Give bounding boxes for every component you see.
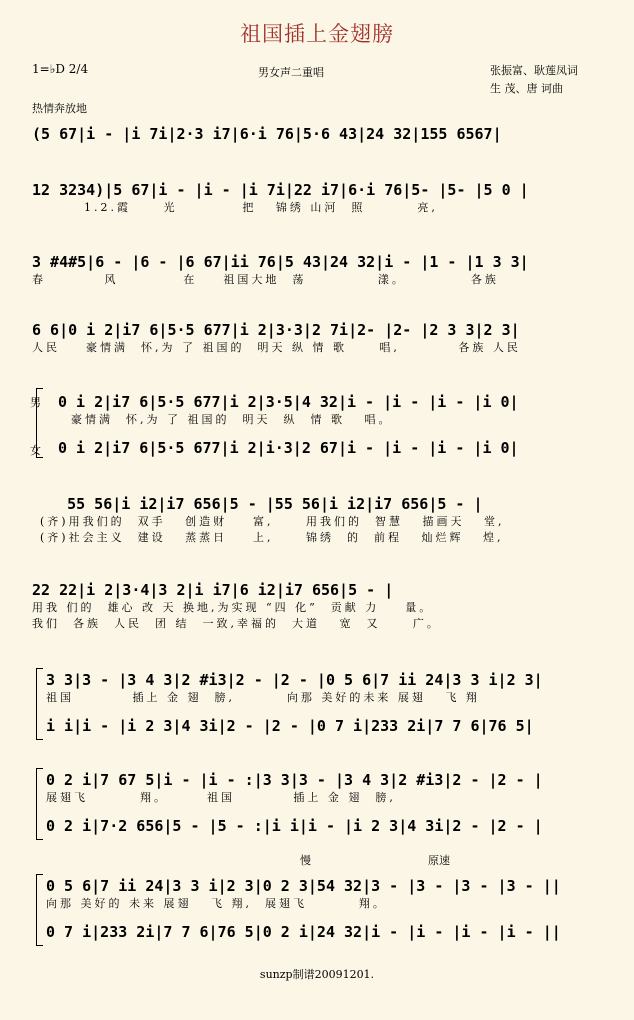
lyric-line: (齐)用我们的 双手 创造财 富, 用我们的 智慧 描画天 堂, — [40, 515, 505, 528]
system-8-lower — [46, 716, 592, 736]
lyric-line: (齐)社会主义 建设 蒸蒸日 上, 锦绣 的 前程 灿烂辉 煌, — [40, 531, 504, 544]
lyric-line: 我们 各族 人民 团 结 一致,幸福的 大道 宽 又 广。 — [32, 617, 441, 630]
lyric-line: 向那 美好的 未来 展翅 飞 翔, 展翅飞 翔。 — [46, 897, 387, 910]
lyric-line: 豪情满 怀,为 了 祖国的 明天 纵 情 歌 唱。 — [58, 413, 393, 426]
notation-line: 22 22|i 2|3·4|3 2|i i7|6 i2|i7 656|5 - | — [32, 581, 394, 599]
system-9-lower — [46, 816, 592, 836]
notation-line: 6 6|0 i 2|i7 6|5·5 677|i 2|3·3|2 7i|2- |2- |2 3 3|2 3| — [32, 321, 520, 339]
lyric-line: 人民 豪情满 怀,为 了 祖国的 明天 纵 情 歌 唱, 各族 人民 — [32, 341, 521, 354]
slow-marking: 慢 — [300, 854, 311, 867]
tempo-marking: 热情奔放地 — [32, 102, 87, 115]
system-2 — [32, 180, 592, 216]
notation-line: 12 3234)|5 67|i - |i - |i 7i|22 i7|6·i 76|5- |5- |5 0 | — [32, 181, 529, 199]
system-10-lower — [46, 922, 592, 942]
system-5-female — [58, 438, 592, 458]
footer-credit: sunzp制谱20091201. — [259, 968, 375, 981]
notation-line: i i|i - |i 2 3|4 3i|2 - |2 - |0 7 i|233 2i|7 7 6|76 5| — [46, 717, 534, 735]
notation-line: 0 7 i|233 2i|7 7 6|76 5|0 2 i|24 32|i - |i - |i - |i - || — [46, 923, 561, 941]
system-8-upper — [46, 670, 592, 706]
system-4 — [32, 320, 592, 356]
credits — [490, 62, 578, 98]
notation-line: 55 56|i i2|i7 656|5 - |55 56|i i2|i7 656|5 - | — [40, 495, 483, 513]
lyric-line: 1.2.霞 光 把 锦绣 山河 照 亮, — [32, 201, 438, 214]
system-1 — [32, 124, 592, 144]
lyric-line: 用我 们的 雄心 改 天 换地,为实现 “四 化” 贡献 力 量。 — [32, 601, 434, 614]
notation-line: 3 #4#5|6 - |6 - |6 67|ii 76|5 43|24 32|i - |1 - |1 3 3| — [32, 253, 529, 271]
voice-type: 男女声二重唱 — [258, 66, 324, 79]
composer-credit: 生 茂、唐 诃曲 — [490, 82, 563, 95]
lyric-line: 祖国 插上 金 翅 膀, 向那 美好的未来 展翅 飞 翔 — [46, 691, 480, 704]
male-part-label: 男 — [30, 396, 41, 409]
notation-line: 0 i 2|i7 6|5·5 677|i 2|i·3|2 67|i - |i - |i - |i 0| — [58, 439, 519, 457]
notation-line: 0 2 i|7 67 5|i - |i - :|3 3|3 - |3 4 3|2 #i3|2 - |2 - | — [46, 771, 543, 789]
lyric-line: 春 风 在 祖国大地 荡 漾。 各族 — [32, 273, 499, 286]
system-bracket — [36, 768, 43, 840]
notation-line: 0 5 6|7 ii 24|3 3 i|2 3|0 2 3|54 32|3 - |3 - |3 - |3 - || — [46, 877, 561, 895]
notation-line: 0 2 i|7·2 656|5 - |5 - :|i i|i - |i 2 3|4 3i|2 - |2 - | — [46, 817, 543, 835]
system-bracket — [36, 388, 43, 458]
system-bracket — [36, 874, 43, 946]
system-7 — [32, 580, 592, 632]
system-3 — [32, 252, 592, 288]
notation-line: 0 i 2|i7 6|5·5 677|i 2|3·5|4 32|i - |i - |i - |i 0| — [58, 393, 519, 411]
female-part-label: 女 — [30, 444, 41, 457]
key-signature: 1=♭D 2/4 — [32, 62, 89, 76]
system-bracket — [36, 668, 43, 740]
lyricist-credit: 张振富、耿莲凤词 — [490, 64, 578, 77]
system-9-upper — [46, 770, 592, 806]
page-title: 祖国插上金翅膀 — [240, 22, 394, 46]
system-6 — [40, 494, 592, 546]
a-tempo-marking: 原速 — [428, 854, 450, 867]
notation-line: (5 67|i - |i 7i|2·3 i7|6·i 76|5·6 43|24 32|155 6567| — [32, 125, 502, 143]
system-10-upper — [46, 876, 592, 912]
notation-line: 3 3|3 - |3 4 3|2 #i3|2 - |2 - |0 5 6|7 ii 24|3 3 i|2 3| — [46, 671, 543, 689]
system-5-male — [58, 392, 592, 428]
lyric-line: 展翅飞 翔。 祖国 插上 金 翅 膀, — [46, 791, 396, 804]
